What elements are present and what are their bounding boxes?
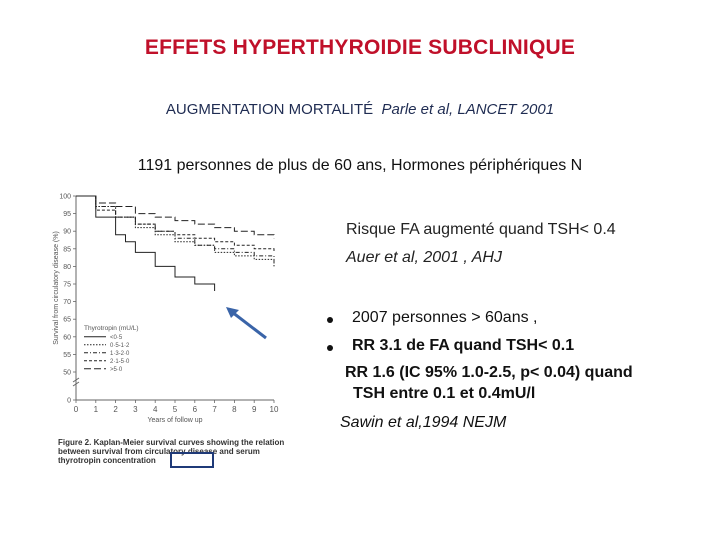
sawin-citation: Sawin et al,1994 NEJM bbox=[340, 414, 507, 431]
rr-line-1: RR 1.6 (IC 95% 1.0-2.5, p< 0.04) quand bbox=[345, 364, 633, 381]
legend-entry: 2·1-5·0 bbox=[110, 358, 130, 365]
chart-legend bbox=[84, 325, 139, 373]
x-axis-label: Years of follow up bbox=[147, 417, 203, 424]
legend-entry: 1·3-2·0 bbox=[110, 350, 130, 357]
y-tick-label: 65 bbox=[63, 316, 71, 324]
survival-curve-3 bbox=[76, 196, 274, 263]
y-axis-label: Survival from circulatory disease (%) bbox=[53, 231, 60, 345]
x-tick-label: 8 bbox=[232, 405, 237, 414]
survival-curve-1 bbox=[76, 196, 215, 291]
y-tick-labels bbox=[59, 194, 76, 405]
x-tick-label: 2 bbox=[113, 405, 118, 414]
fa-risk-note: Risque FA augmenté quand TSH< 0.4 bbox=[346, 221, 616, 238]
x-tick-label: 7 bbox=[212, 405, 217, 414]
y-tick-label: 85 bbox=[63, 246, 71, 254]
y-tick-label: 100 bbox=[59, 193, 71, 201]
subtitle-reference: Parle et al, LANCET 2001 bbox=[381, 101, 555, 118]
bullet-marker bbox=[327, 317, 333, 323]
y-tick-label: 70 bbox=[63, 299, 71, 307]
legend-entry: <0·5 bbox=[110, 334, 123, 341]
x-tick-label: 5 bbox=[172, 405, 178, 414]
legend-entry: >5·0 bbox=[110, 366, 123, 373]
y-tick-label: 50 bbox=[63, 369, 71, 377]
caption-line2: between survival from circulatory disease and serum bbox=[58, 447, 260, 456]
survival-curve-4 bbox=[76, 196, 274, 252]
legend-entry: 0·5-1·2 bbox=[110, 342, 130, 349]
x-tick-label: 6 bbox=[192, 405, 198, 414]
x-tick-label: 1 bbox=[93, 405, 99, 414]
bullet-marker bbox=[327, 345, 333, 351]
y-tick-label: 0 bbox=[67, 397, 71, 405]
bullet-item-1: 2007 personnes > 60ans , bbox=[352, 309, 538, 326]
arrow-icon bbox=[222, 304, 272, 344]
x-tick-label: 4 bbox=[152, 405, 158, 414]
fa-risk-citation: Auer et al, 2001 , AHJ bbox=[346, 249, 502, 266]
y-tick-label: 90 bbox=[63, 228, 71, 236]
x-tick-labels bbox=[74, 400, 279, 414]
subtitle-main: AUGMENTATION MORTALITÉ bbox=[165, 101, 374, 118]
survival-curves bbox=[76, 196, 274, 291]
slide-subtitle bbox=[0, 101, 720, 118]
bullet-item-2: RR 3.1 de FA quand TSH< 0.1 bbox=[352, 337, 575, 354]
x-tick-label: 3 bbox=[133, 405, 138, 414]
caption-highlight-box bbox=[170, 452, 214, 468]
x-tick-label: 9 bbox=[251, 405, 257, 414]
slide-title: EFFETS HYPERTHYROIDIE SUBCLINIQUE bbox=[144, 36, 576, 59]
caption-line3: thyrotropin concentration bbox=[58, 456, 156, 465]
caption-line1: Kaplan-Meier survival curves showing the relation bbox=[93, 438, 285, 447]
x-tick-label: 0 bbox=[73, 405, 79, 414]
chart-axes bbox=[73, 196, 274, 400]
cohort-description: 1191 personnes de plus de 60 ans, Hormones périphériques N bbox=[137, 157, 583, 174]
x-tick-label: 10 bbox=[269, 405, 279, 414]
legend-title: Thyrotropin (mU/L) bbox=[84, 324, 139, 332]
caption-label: Figure 2. bbox=[58, 438, 92, 447]
y-tick-label: 80 bbox=[63, 263, 71, 271]
rr-line-2: TSH entre 0.1 et 0.4mU/l bbox=[353, 385, 536, 402]
y-tick-label: 55 bbox=[63, 351, 71, 359]
y-tick-label: 95 bbox=[63, 211, 71, 219]
y-tick-label: 75 bbox=[63, 281, 71, 289]
y-tick-label: 60 bbox=[63, 334, 71, 342]
